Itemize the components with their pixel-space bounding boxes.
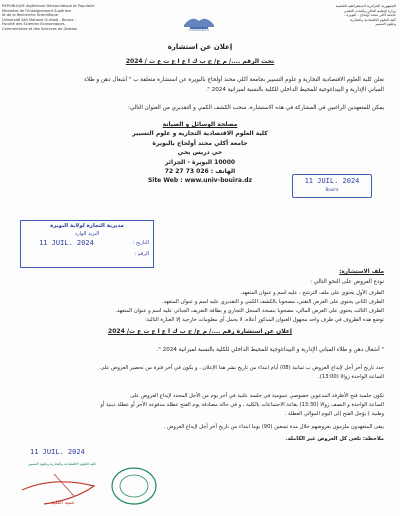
notice-paragraph: تعلن كلية العلوم الاقتصادية التجارية و علوم التسيير بجامعة أكلي محند أولحاج بالبويرة عن استشارة متعلقة ب " أشغال دهن و طلاء [84, 77, 384, 83]
notice2-validity: يبقى المتعهدون ملزمون بعروضهم خلال مدة تسعين (90) يوما ابتداء من تاريخ آخر أجل لإيداع العروض . [163, 424, 384, 430]
notice-title: إعلان عن استشارة [167, 43, 233, 51]
stamp-date-row [21, 238, 153, 250]
stamp-label: Bouira [325, 187, 339, 192]
header-ar-line: وعلوم التسيير [375, 22, 396, 27]
stamp-date: 11 JUIL. 2024 [304, 177, 360, 185]
faculty-seal [14, 456, 182, 512]
header-ar-line: الجمهورية الجزائرية الديمقراطية الشعبية [335, 4, 396, 8]
notice-paragraph: المباني الإدارية و البيداغوجية للمحيط الداخلي للكلية بالنسبة لميزانية 2024 ". [205, 87, 384, 93]
deadline-line: حدد تاريخ آخر أجل لإيداع العروض ب ثمانية (08) أيام ابتداء من تاريخ نشر هذا الإعلان ، و يكون في آخر فترة من تحضير العروض على [100, 365, 384, 371]
address-line: حي دريس يحي [177, 149, 223, 157]
opening-line: وطنية ) يؤجل الفتح إلى اليوم الموالي العطلة . [284, 411, 384, 417]
address-website: Site Web : www.univ-bouira.dz [147, 177, 253, 185]
address-line: 10000 البويرة - الجزائر [164, 158, 236, 166]
address-line: مصلحة الوسائل و الصيانة [162, 121, 238, 128]
notice2-note: ملاحظة: تلغى كل العروض غير الكاملة. [285, 436, 384, 442]
instructions-list [18, 289, 384, 325]
header-ar-line: جامعة أكلي محند أولحاج - البويرة - [344, 13, 396, 18]
opening-line: الساعة الواحدة و النصف زوالا (13:30) بقاعة الاجتماعات بالكلية ، و في حالة مصادفة يوم الفتح عطلة مدفوعة الأجر أو عطلة دينية أو [100, 402, 384, 408]
reception-stamp-left [20, 220, 154, 268]
dean-signature-label: عميد الكلية [51, 500, 75, 506]
stamp-title: مديرية التجارة لولاية البويرة [50, 223, 124, 229]
notice2-deadline [18, 364, 384, 382]
notice-paragraph: يمكن للمتعهدين الراغبين في المشاركة في هذه الاستشارة، سحب الكشف الكمي و التقديري من العنوان التالي: [127, 105, 384, 111]
address-line: الهاتف : 026 73 27 72 [164, 168, 236, 176]
instructions-item: الظرف الثالث يحتوي على العرض المالي، مصحوبا بنسخة السجل التجاري و بطاقة التعريف الجبائي عليه اسم و عنوان المتعهد. [115, 308, 384, 314]
university-logo [180, 11, 218, 33]
address-block [110, 120, 290, 186]
header-ar-line: كلية العلوم الاقتصادية والتجارية [349, 17, 396, 22]
header-fr-line: et de la Recherche Scientifique [2, 13, 58, 18]
header-fr-line: Commerciales et des Sciences de Gestion [2, 26, 78, 31]
logo-text: ⵜⴰⵙⴷⴰⵡⵉⵜ [188, 28, 210, 32]
footer-date-stamp: 11 JUIL. 2024 [30, 448, 85, 456]
stamp-date-label: التاريخ : [132, 239, 149, 246]
stamp-number-label: الرقم : [134, 250, 149, 257]
header-ar-line: وزارة التعليم العالي والبحث العلمي [343, 8, 396, 13]
notice2-title: إعلان عن استشارة رقم ..../ م ع/ ج ب ك ا ع ا ع ت ع ت/ 2024 [108, 328, 292, 335]
header-fr-line: REPUBLIQUE Algérienne Démocratique et Populaire [2, 4, 95, 8]
header-french [2, 4, 94, 32]
instructions-item: الظرف الثاني يحتوي على العرض التقني، مصحوبا بالكشف الكمي و التقديري عليه اسم و عنوان المتعهد. [161, 299, 384, 305]
file-heading: ملف الاستشارة: [339, 269, 384, 275]
stamp-left-date: 11 JUIL. 2024 [39, 238, 94, 247]
header-fr-line: Ministère de l'Enseignement Supérieur [2, 8, 72, 13]
notice2-subject: " أشغال دهن و طلاء المباني الإدارية و البيداغوجية للمحيط الداخلي للكلية بالنسبة لميزانية 2024 ". [156, 347, 384, 353]
address-line: جامعة أكلي محند أولحاج بالبويرة [152, 139, 248, 147]
reception-stamp-right [292, 174, 372, 198]
instructions-item: الظرف الأول يحتوي على ملف الترشح ، عليه اسم و عنوان المتعهد. [240, 290, 384, 296]
stamp-number-row [21, 250, 153, 260]
opening-line: تكون جلسة فتح الأظرفة المدعوين خصوصي عمومية في جلسة علنية في آخر يوم من الأجل المحدد لإيداع العروض على [130, 393, 384, 399]
header-fr-line: Faculté des Sciences Economiques, [2, 22, 66, 27]
instructions-line: تودع العروض على النحو التالي : [310, 279, 384, 285]
stamp-subtitle: البريد الوارد [74, 230, 100, 237]
seal-text: كلية العلوم الاقتصادية والتجارية وعلوم التسيير [28, 462, 96, 466]
notice2-opening [18, 392, 384, 419]
header-fr-line: Université Akli Mohand Oulhadj - Bouira - [2, 17, 77, 22]
notice-number: تحت الرقم ..../ م ع/ ج ب ك ا ع ا ع ت ع ت / 2024 [125, 58, 275, 65]
header-arabic [300, 4, 396, 27]
instructions-item: توضع هذه الظروف في ظرف واحد مجهول العنوان المذكور أعلاه، لا يحمل أي معلومات خارجية إلا العبارة التالية: [144, 317, 384, 323]
address-line: كلية العلوم الاقتصادية التجارية و علوم التسيير [132, 130, 268, 138]
deadline-line: الساعة الواحدة زوالا (13:00). [318, 374, 384, 380]
